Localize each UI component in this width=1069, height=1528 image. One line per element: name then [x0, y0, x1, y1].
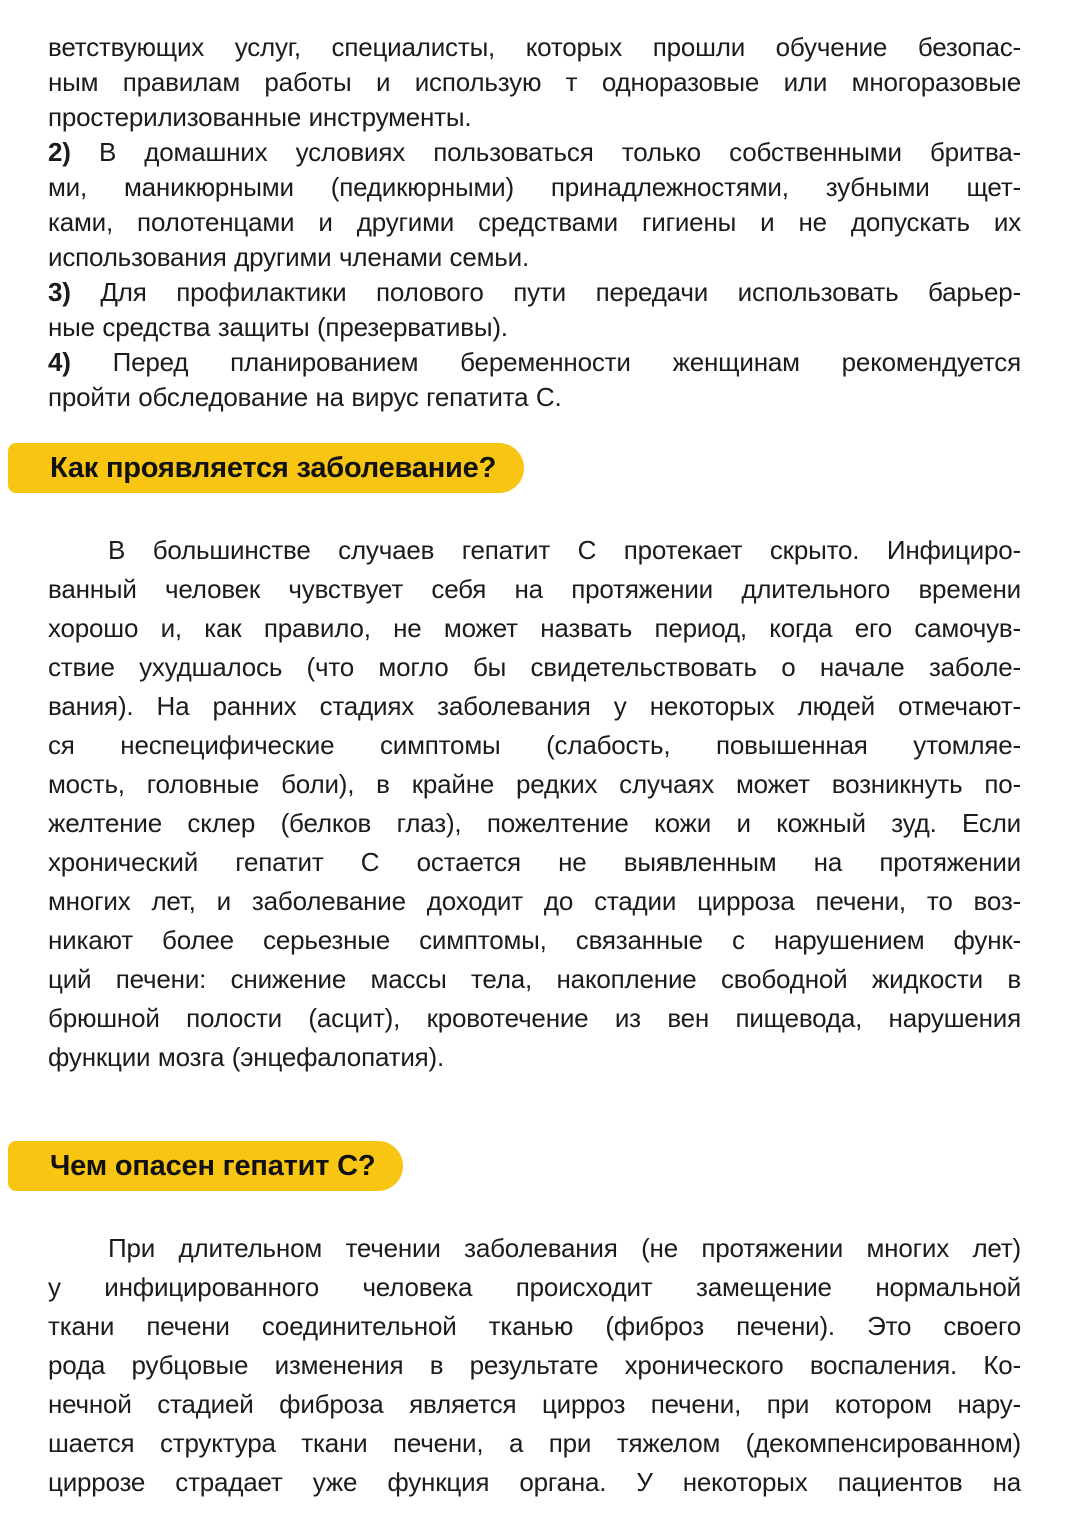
list-item-marker: 3): [48, 277, 101, 307]
text-line: у инфицированного человека происходит замещение нормальной: [48, 1272, 1021, 1302]
text-line: 3) Для профилактики полового пути передачи использовать барьер-: [48, 277, 1022, 307]
text-line: ся неспецифические симптомы (слабость, повышенная утомляе-: [48, 730, 1021, 760]
text-line: пройти обследование на вирус гепатита С.: [48, 382, 562, 412]
text-line: хронический гепатит С остается не выявленным на протяжении: [48, 847, 1021, 877]
section-header-symptoms-text: Как проявляется заболевание?: [50, 452, 497, 484]
list-item-3: [48, 275, 1021, 345]
text-line: рода рубцовые изменения в результате хронического воспаления. Ко-: [48, 1350, 1021, 1380]
text-line: нечной стадией фиброза является цирроз печени, при котором нару-: [48, 1389, 1021, 1419]
paragraph-prevention-continuation: [48, 30, 1021, 135]
text-line: многих лет, и заболевание доходит до стадии цирроза печени, то воз-: [48, 886, 1021, 916]
text-line: ками, полотенцами и другими средствами гигиены и не допускать их: [48, 207, 1021, 237]
section-header-danger-text: Чем опасен гепатит С?: [50, 1150, 376, 1182]
text-line: 2) В домашних условиях пользоваться только собственными бритва-: [48, 137, 1022, 167]
text-line: желтение склер (белков глаз), пожелтение кожи и кожный зуд. Если: [48, 808, 1021, 838]
text-line: ванный человек чувствует себя на протяжении длительного времени: [48, 574, 1021, 604]
section-header-danger: [8, 1141, 403, 1191]
text-line: ций печени: снижение массы тела, накопление свободной жидкости в: [48, 964, 1021, 994]
list-item-marker: 2): [48, 137, 99, 167]
text-line: 4) Перед планированием беременности женщинам рекомендуется: [48, 347, 1021, 377]
text-line: использования другими членами семьи.: [48, 242, 529, 272]
text-line: ные средства защиты (презервативы).: [48, 312, 508, 342]
text-line: ствие ухудшалось (что могло бы свидетельствовать о начале заболе-: [48, 652, 1021, 682]
text-line: простерилизованные инструменты.: [48, 102, 472, 132]
text-line: функции мозга (энцефалопатия).: [48, 1042, 445, 1072]
section-header-symptoms: [8, 443, 524, 493]
list-item-marker: 4): [48, 347, 113, 377]
text-line: При длительном течении заболевания (не протяжении многих лет): [108, 1233, 1021, 1263]
text-line: никают более серьезные симптомы, связанные с нарушением функ-: [48, 925, 1021, 955]
text-line: ным правилам работы и использую т одноразовые или многоразовые: [48, 67, 1021, 97]
text-line: шается структура ткани печени, а при тяжелом (декомпенсированном): [48, 1428, 1021, 1458]
text-line: вания). На ранних стадиях заболевания у некоторых людей отмечают-: [48, 691, 1021, 721]
text-line: ми, маникюрными (педикюрными) принадлежностями, зубными щет-: [48, 172, 1021, 202]
text-line: ветствующих услуг, специалисты, которых прошли обучение безопас-: [48, 32, 1021, 62]
text-line: хорошо и, как правило, не может назвать период, когда его самочув-: [48, 613, 1021, 643]
text-line: ткани печени соединительной тканью (фиброз печени). Это своего: [48, 1311, 1021, 1341]
list-item-4: [48, 345, 1021, 415]
text-line: мость, головные боли), в крайне редких случаях может возникнуть по-: [48, 769, 1021, 799]
text-line: циррозе страдает уже функция органа. У некоторых пациентов на: [48, 1467, 1021, 1497]
paragraph-danger: [48, 1229, 1021, 1502]
text-line: В большинстве случаев гепатит С протекает скрыто. Инфициро-: [108, 535, 1021, 565]
paragraph-symptoms: [48, 531, 1021, 1077]
list-item-2: [48, 135, 1021, 275]
text-line: брюшной полости (асцит), кровотечение из вен пищевода, нарушения: [48, 1003, 1021, 1033]
